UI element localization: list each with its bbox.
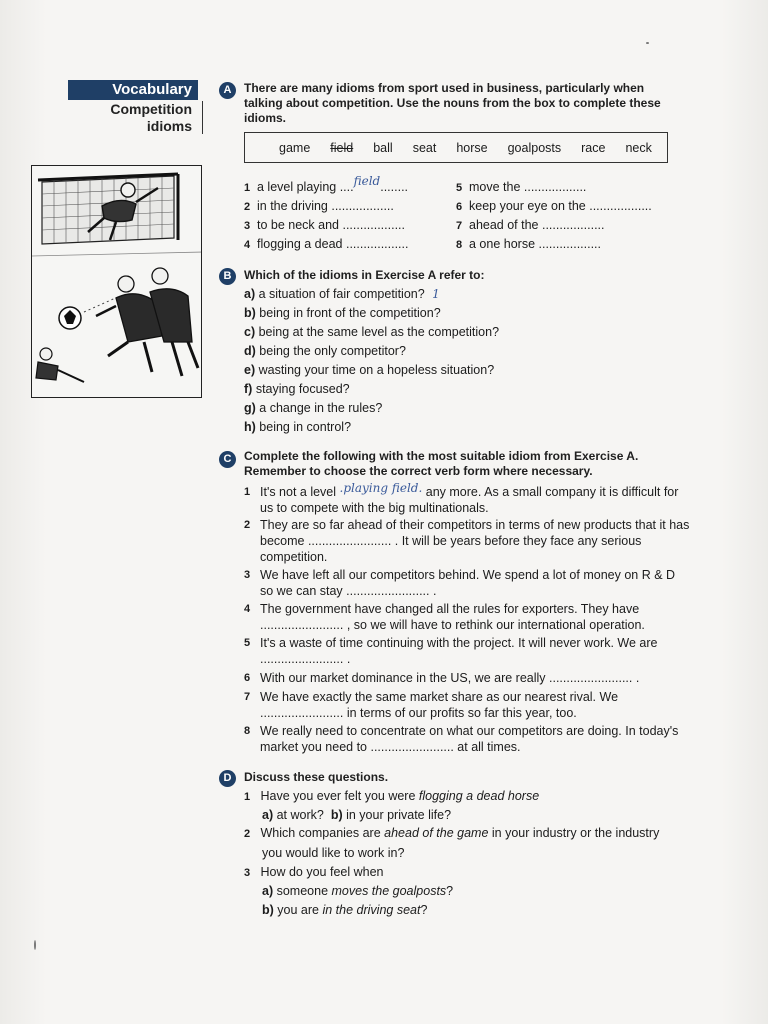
question-item: g) a change in the rules? — [244, 401, 383, 415]
word-option: game — [279, 140, 311, 155]
exercise-c-instruction — [244, 449, 638, 479]
exercise-badge-c: C — [219, 451, 236, 468]
exercise-d-instruction: Discuss these questions. — [244, 770, 389, 784]
question-item: a) a situation of fair competition? 1 — [244, 287, 440, 301]
discussion-question: 2 Which companies are ahead of the game in your industry or the industry — [244, 826, 660, 840]
question-item: b) being in front of the competition? — [244, 306, 441, 320]
instruction-line: There are many idioms from sport used in business, particularly when — [244, 81, 645, 95]
question-item: d) being the only competitor? — [244, 344, 406, 358]
discussion-question-cont: you would like to work in? — [262, 846, 405, 860]
word-option: goalposts — [507, 140, 562, 155]
cartoon-drawing — [32, 166, 202, 398]
exercise-a-instruction — [244, 81, 661, 126]
sentence-item: 1 It's not a level .playing field. any more. As a small company it is difficult for us to compete with the big multinationals. — [244, 481, 679, 515]
discussion-subquestion: a) at work? b) in your private life? — [262, 808, 452, 822]
sentence-item: 7 We have exactly the same market share as our nearest rival. We ........................ in terms of our profits so far this year, too. — [244, 690, 619, 720]
subtitle-line: Competition — [110, 101, 192, 117]
discussion-question: 3 How do you feel when — [244, 865, 384, 879]
divider — [202, 101, 203, 134]
football-illustration — [31, 165, 202, 398]
word-option: seat — [412, 140, 437, 155]
ball-icon — [59, 307, 81, 329]
discussion-subquestion: a) someone moves the goalposts? — [262, 884, 454, 898]
word-box — [244, 132, 668, 163]
word-option: ball — [373, 140, 393, 155]
idiom-item: 4 flogging a dead .................. — [244, 237, 409, 251]
idiom-item: 6 keep your eye on the .................. — [456, 199, 652, 213]
instruction-line: idioms. — [244, 111, 287, 125]
idiom-item: 1 a level playing ....field........ — [244, 174, 409, 194]
word-option: neck — [625, 140, 652, 155]
discussion-question: 1 Have you ever felt you were flogging a dead horse — [244, 789, 540, 803]
scan-speck — [34, 940, 36, 950]
sentence-item: 3 We have left all our competitors behind. We spend a lot of money on R & D so we can stay ........................ . — [244, 568, 676, 598]
idiom-item: 8 a one horse .................. — [456, 237, 602, 251]
idiom-item: 7 ahead of the .................. — [456, 218, 605, 232]
sentence-item: 5 It's a waste of time continuing with the project. It will never work. We are ........................ . — [244, 636, 658, 666]
exercise-badge-a: A — [219, 82, 236, 99]
sentence-item: 8 We really need to concentrate on what our competitors are doing. In today's market you need to ........................ at all times. — [244, 724, 679, 754]
handwritten-answer: 1 — [432, 287, 440, 301]
question-item: f) staying focused? — [244, 382, 350, 396]
idiom-item: 3 to be neck and .................. — [244, 218, 405, 232]
handwritten-answer: .playing field. — [339, 481, 423, 495]
sentence-item: 6 With our market dominance in the US, we are really ........................ . — [244, 671, 640, 685]
sentence-item: 2 They are so far ahead of their competitors in terms of new products that it has become ........................ . It will be years before they face any serious competition. — [244, 518, 690, 564]
instruction-line: Complete the following with the most suitable idiom from Exercise A. — [244, 449, 639, 463]
instruction-line: talking about competition. Use the nouns from the box to complete these — [244, 96, 661, 110]
idiom-item: 5 move the .................. — [456, 180, 587, 194]
question-item: e) wasting your time on a hopeless situation? — [244, 363, 495, 377]
discussion-subquestion: b) you are in the driving seat? — [262, 903, 428, 917]
word-option: horse — [456, 140, 488, 155]
exercise-badge-d: D — [219, 770, 236, 787]
question-item: h) being in control? — [244, 420, 352, 434]
word-option-used: field — [330, 140, 354, 155]
scan-speck — [646, 42, 649, 44]
section-subtitle — [68, 101, 198, 135]
instruction-line: Remember to choose the correct verb form where necessary. — [244, 464, 593, 478]
subtitle-line: idioms — [146, 118, 192, 134]
section-tab: Vocabulary — [68, 80, 198, 100]
word-option: race — [581, 140, 606, 155]
question-item: c) being at the same level as the competition? — [244, 325, 500, 339]
handwritten-answer: field — [353, 174, 381, 188]
exercise-b-instruction: Which of the idioms in Exercise A refer to: — [244, 268, 485, 282]
sentence-item: 4 The government have changed all the rules for exporters. They have ........................ , so we will have to rethink our international operation. — [244, 602, 645, 632]
exercise-badge-b: B — [219, 268, 236, 285]
idiom-item: 2 in the driving .................. — [244, 199, 394, 213]
